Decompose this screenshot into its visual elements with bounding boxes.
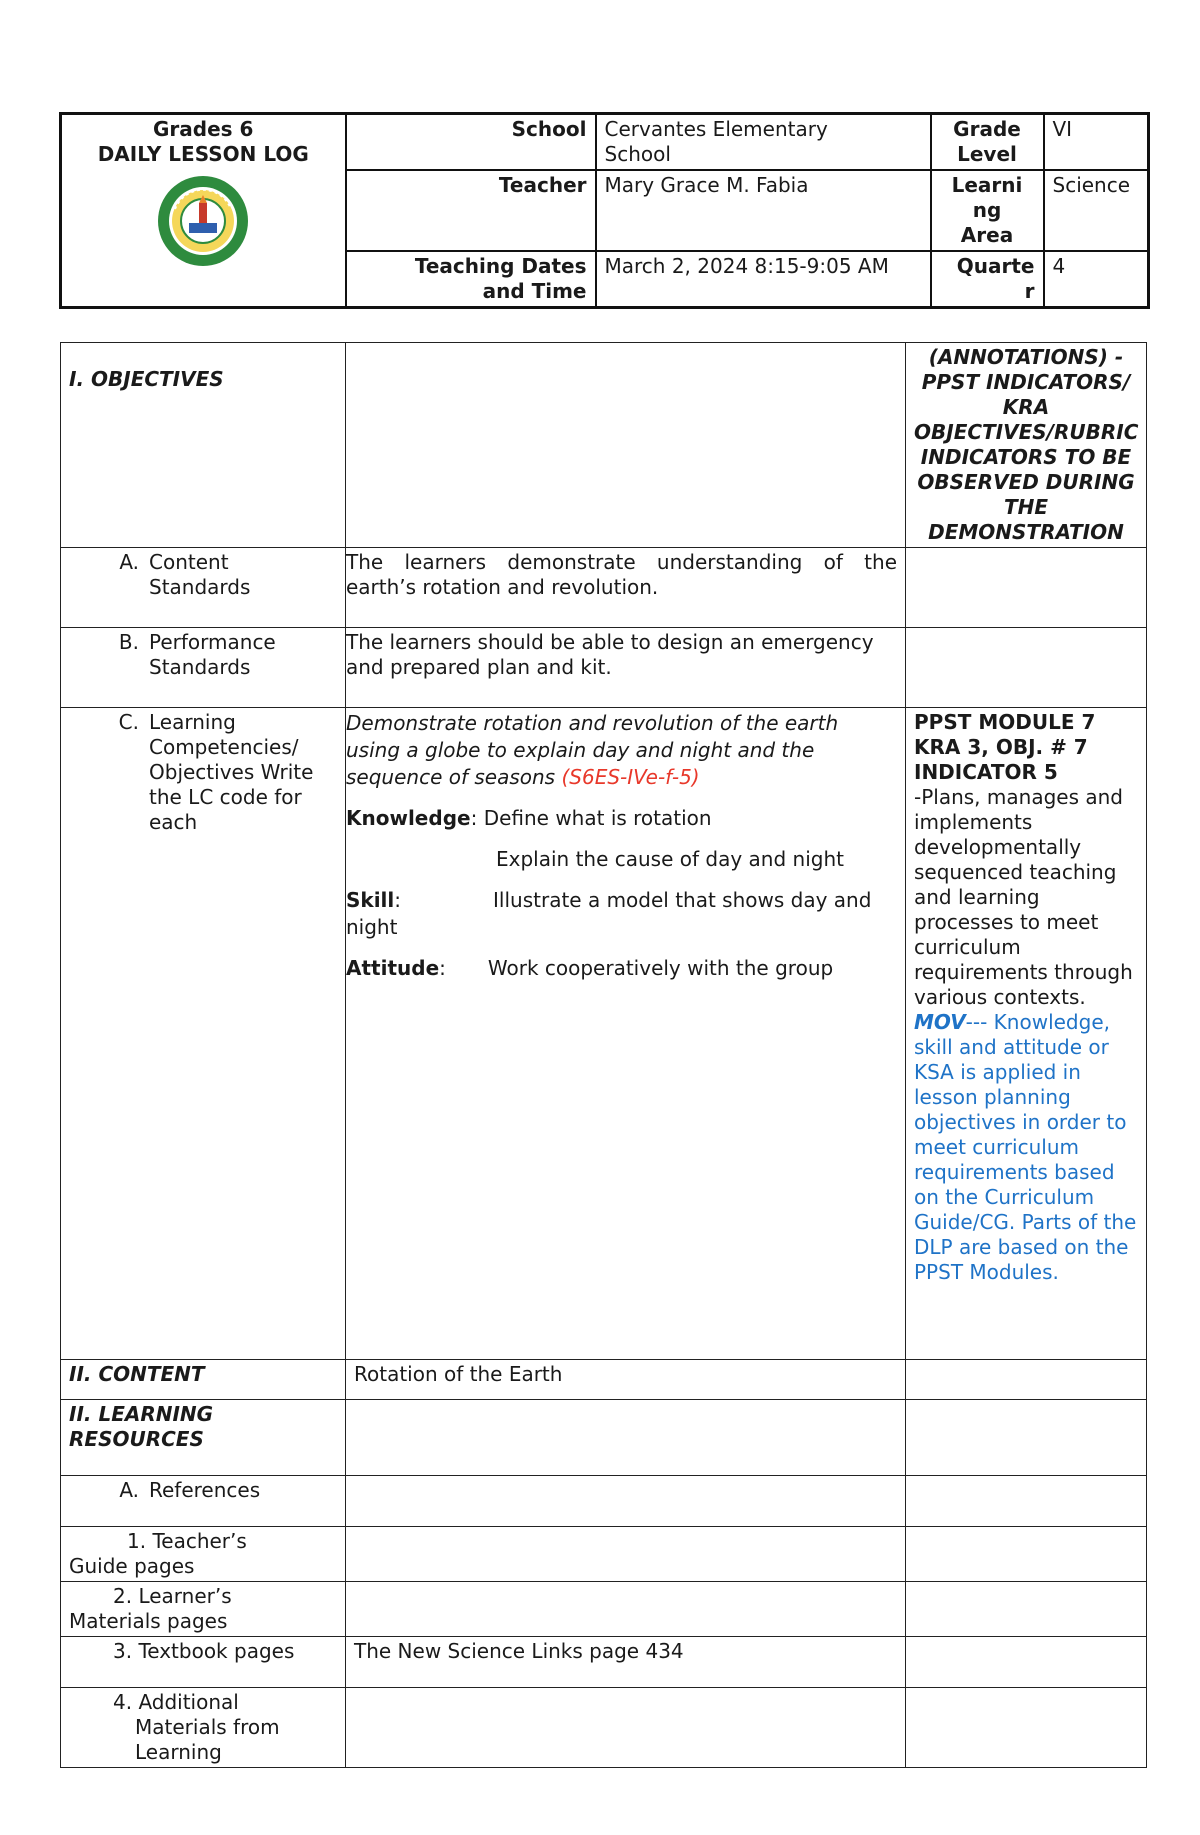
quarter-value: 4: [1044, 251, 1149, 308]
dates-label-line1: Teaching Dates: [414, 254, 587, 278]
content-value: Rotation of the Earth: [346, 1360, 906, 1400]
teachers-guide-annotation: [906, 1527, 1147, 1582]
lc-code: (S6ES-IVe-f-5): [561, 765, 700, 789]
area-label-line3: Area: [960, 223, 1014, 247]
resources-heading-line2: RESOURCES: [69, 1427, 204, 1451]
learning-resources-blank: [346, 1400, 906, 1476]
school-value-line1: Cervantes Elementary: [604, 117, 828, 141]
ann-title-3: INDICATOR 5: [914, 760, 1058, 784]
mov-text: --- Knowledge, skill and attitude or KSA is applied in lesson planning objectives in order to meet curriculum requirements based on the Curriculum Guide/CG. Parts of the DLP are based on the PPST Modules.: [914, 1010, 1137, 1284]
content-standards-label: [61, 548, 346, 628]
quarter-label: [931, 251, 1044, 308]
learning-competencies-value: Demonstrate rotation and revolution of the earth using a globe to explain day and night and the sequence of seasons (S6ES-IVe-f-5) Knowledge: Define what is rotation Explain the cause of day and night Skill: Illustrate a model that shows day and night Attitude: Work cooperatively with the group: [346, 708, 906, 1360]
ann-body: -Plans, manages and implements developmentally sequenced teaching and learning processes to meet curriculum requirements through various contexts.: [914, 785, 1133, 1009]
learning-resources-heading: [61, 1400, 346, 1476]
references-letter: A.: [119, 1478, 139, 1502]
learning-area-value: Science: [1044, 170, 1149, 251]
textbook-value: The New Science Links page 434: [346, 1637, 906, 1688]
knowledge-label: Knowledge: [346, 806, 471, 830]
lesson-plan-table: [60, 342, 1147, 1768]
additional-materials-annotation: [906, 1688, 1147, 1768]
performance-standards-letter: B.: [118, 630, 139, 654]
learning-competencies-text: Learning Competencies/ Objectives Write the LC code for each: [149, 710, 314, 834]
area-label-line2: ng: [972, 198, 1002, 222]
additional-line2: Materials from: [135, 1715, 280, 1739]
knowledge-item-2: Explain the cause of day and night: [496, 847, 844, 871]
area-label-line1: Learni: [951, 173, 1023, 197]
content-heading: II. CONTENT: [61, 1360, 346, 1400]
grade-label-line2: Level: [957, 142, 1017, 166]
textbook-label-text: 3. Textbook pages: [113, 1639, 295, 1663]
performance-standards-value: The learners should be able to design an emergency and prepared plan and kit.: [346, 628, 906, 708]
additional-materials-label: [61, 1688, 346, 1768]
content-annotation: [906, 1360, 1147, 1400]
additional-materials-value: [346, 1688, 906, 1768]
grade-level-value: VI: [1044, 114, 1149, 171]
references-text: References: [149, 1478, 261, 1502]
teaching-dates-label: [346, 251, 596, 308]
teachers-guide-value: [346, 1527, 906, 1582]
references-value: [346, 1476, 906, 1527]
ann-title-1: PPST MODULE 7: [914, 710, 1096, 734]
additional-line1: 4. Additional: [113, 1690, 239, 1714]
attitude-value: Work cooperatively with the group: [487, 956, 834, 980]
school-value: [596, 114, 931, 171]
teachers-guide-line1: 1. Teacher’s: [127, 1529, 247, 1553]
learning-competencies-annotation: [906, 708, 1147, 1360]
learning-area-label: [931, 170, 1044, 251]
references-annotation: [906, 1476, 1147, 1527]
teacher-value: Mary Grace M. Fabia: [596, 170, 931, 251]
teachers-guide-line2: Guide pages: [69, 1554, 195, 1578]
lc-statement: Demonstrate rotation and revolution of the earth using a globe to explain day and night and the sequence of seasons: [346, 711, 839, 789]
grade-level-label: [931, 114, 1044, 171]
learners-materials-value: [346, 1582, 906, 1637]
teachers-guide-label: [61, 1527, 346, 1582]
content-standards-annotation: [906, 548, 1147, 628]
textbook-label: [61, 1637, 346, 1688]
skill-value: Illustrate a model that shows day and night: [346, 888, 872, 939]
references-label: [61, 1476, 346, 1527]
school-seal-icon: [155, 173, 251, 269]
ann-title-2: KRA 3, OBJ. # 7: [914, 735, 1088, 759]
mov-label: MOV: [914, 1010, 966, 1034]
skill-label: Skill: [346, 888, 395, 912]
knowledge-item-1: Define what is rotation: [483, 806, 712, 830]
grade-label-line1: Grade: [953, 117, 1021, 141]
learners-materials-label: [61, 1582, 346, 1637]
performance-label-line2: Standards: [149, 655, 251, 679]
content-standards-letter: A.: [119, 550, 139, 574]
learners-materials-line2: Materials pages: [69, 1609, 228, 1633]
teaching-dates-value: March 2, 2024 8:15-9:05 AM: [596, 251, 931, 308]
resources-heading-line1: II. LEARNING: [69, 1402, 214, 1426]
textbook-annotation: [906, 1637, 1147, 1688]
lesson-log-header: [59, 112, 1150, 309]
content-standards-value: The learners demonstrate understanding of the earth’s rotation and revolution.: [346, 548, 906, 628]
school-label: School: [346, 114, 596, 171]
learners-materials-annotation: [906, 1582, 1147, 1637]
objectives-heading: I. OBJECTIVES: [61, 343, 346, 548]
performance-standards-annotation: [906, 628, 1147, 708]
quarter-label-line2: r: [1024, 279, 1035, 303]
learning-competencies-label: [61, 708, 346, 1360]
content-label-line2: Standards: [149, 575, 251, 599]
learning-resources-annotation: [906, 1400, 1147, 1476]
additional-line3: Learning: [135, 1740, 222, 1764]
content-label-line1: Content: [149, 550, 229, 574]
quarter-label-line1: Quarte: [956, 254, 1035, 278]
learners-materials-line1: 2. Learner’s: [113, 1584, 232, 1608]
grades-title: Grades 6: [153, 117, 254, 141]
teacher-label: Teacher: [346, 170, 596, 251]
dates-label-line2: and Time: [482, 279, 587, 303]
log-title: DAILY LESSON LOG: [97, 142, 309, 166]
objectives-blank: [346, 343, 906, 548]
learning-competencies-letter: C.: [118, 710, 139, 734]
attitude-label: Attitude: [346, 956, 440, 980]
header-title-cell: [61, 114, 346, 308]
performance-standards-label: [61, 628, 346, 708]
performance-label-line1: Performance: [149, 630, 276, 654]
annotations-heading: (ANNOTATIONS) -PPST INDICATORS/ KRA OBJECTIVES/RUBRIC INDICATORS TO BE OBSERVED DURING THE DEMONSTRATION: [906, 343, 1147, 548]
school-value-line2: School: [604, 142, 671, 166]
